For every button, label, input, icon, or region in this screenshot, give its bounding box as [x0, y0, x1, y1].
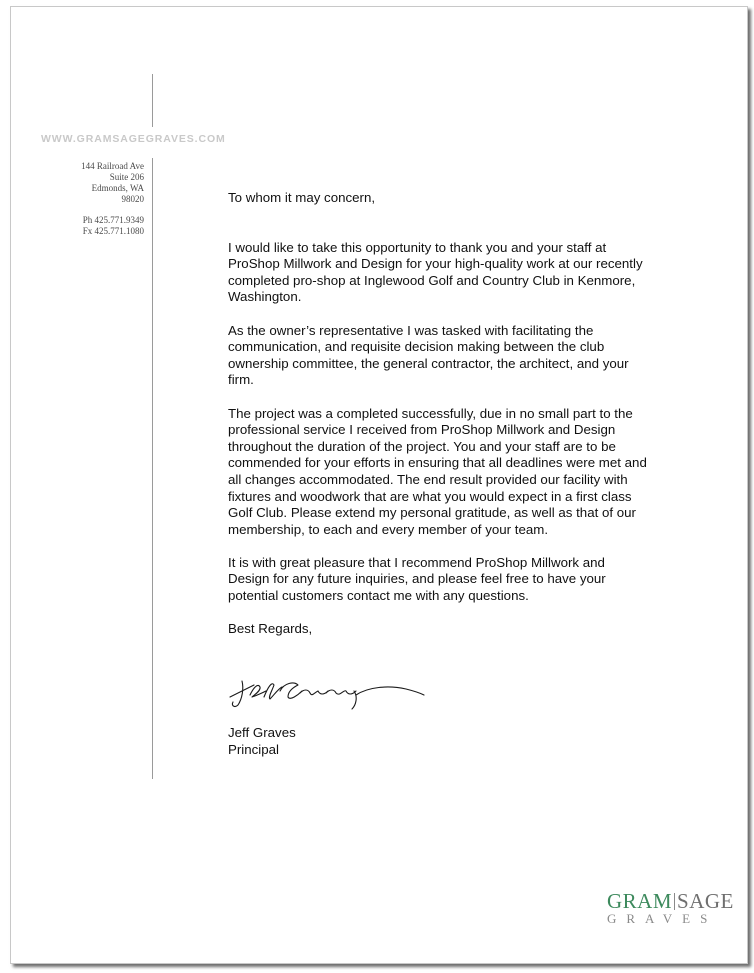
website-url: WWW.GRAMSAGEGRAVES.COM — [41, 133, 226, 145]
handwritten-signature — [228, 675, 426, 711]
sidebar-divider-line — [152, 158, 153, 779]
address-line: 144 Railroad Ave — [81, 161, 144, 171]
paragraph: As the owner’s representative I was tasked with facilitating the communication, and requisite decision making between the club ownership committee, the general contractor, the architect, and your firm. — [228, 322, 629, 388]
address-line: Suite 206 — [109, 172, 144, 182]
logo-separator — [674, 893, 675, 910]
company-logo — [607, 889, 734, 926]
letter-body — [228, 190, 648, 654]
paragraph: I would like to take this opportunity to thank you and your staff at ProShop Millwork and Design for your high-quality work at our recently completed pro-shop at Inglewood Golf and Country Club in Kenmore, Washington. — [228, 239, 643, 305]
closing: Best Regards, — [228, 621, 313, 637]
signer-block — [228, 725, 296, 758]
sender-address-block — [81, 161, 144, 237]
logo-top-row — [607, 889, 734, 913]
fax-number: Fx 425.771.1080 — [82, 226, 144, 236]
salutation: To whom it may concern, — [228, 190, 376, 205]
header-divider-line — [152, 74, 153, 127]
phone-number: Ph 425.771.9349 — [82, 215, 144, 225]
logo-word-gram: GRAM — [607, 889, 673, 913]
logo-word-graves: GRAVES — [607, 911, 718, 926]
paragraph: The project was a completed successfully, due in no small part to the professional service I received from ProShop Millwork and Design throughout the duration of the project. You and your staff are to be commended for your efforts in ensuring that all deadlines were met and all changes accommodated. The end result provided our facility with fixtures and woodwork that are what you would expect in a first class Golf Club. Please extend my personal gratitude, as well as that of our membership, to each and every member of your team. — [228, 405, 647, 537]
logo-word-sage: SAGE — [677, 889, 734, 913]
paragraph: It is with great pleasure that I recommend ProShop Millwork and Design for any future inquiries, and please feel free to have your potential customers contact me with any questions. — [228, 554, 606, 604]
address-line: 98020 — [121, 194, 144, 204]
signer-name: Jeff Graves — [228, 725, 296, 740]
address-line: Edmonds, WA — [91, 183, 144, 193]
letter-page — [10, 6, 748, 964]
signer-title: Principal — [228, 741, 279, 757]
